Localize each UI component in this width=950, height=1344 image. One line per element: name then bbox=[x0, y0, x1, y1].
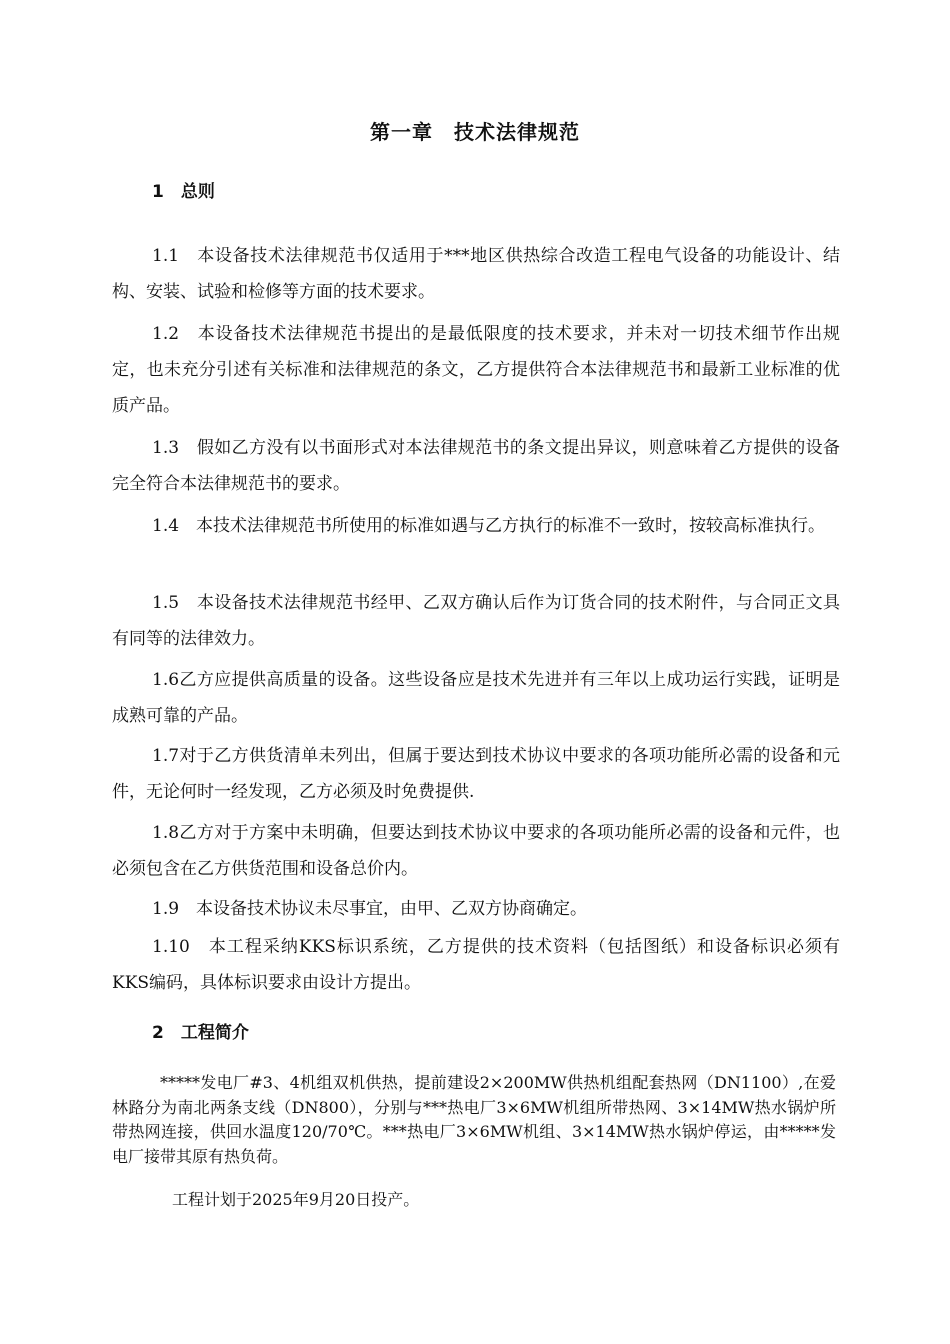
clause-1-4: 1.4 本技术法律规范书所使用的标准如遇与乙方执行的标准不一致时，按较高标准执行。 bbox=[152, 516, 826, 536]
clause-1-7: 1.7对于乙方供货清单未列出，但属于要达到技术协议中要求的各项功能所必需的设备和元件，无论何时一经发现，乙方必须及时免费提供. bbox=[112, 746, 840, 802]
clause-1-3: 1.3 假如乙方没有以书面形式对本法律规范书的条文提出异议，则意味着乙方提供的设备完全符合本法律规范书的要求。 bbox=[112, 438, 840, 494]
clause-1-1: 1.1 本设备技术法律规范书仅适用于***地区供热综合改造工程电气设备的功能设计、结构、安装、试验和检修等方面的技术要求。 bbox=[112, 246, 840, 302]
clause-1-8: 1.8乙方对于方案中未明确，但要达到技术协议中要求的各项功能所必需的设备和元件，也必须包含在乙方供货范围和设备总价内。 bbox=[112, 823, 840, 879]
clause-1-10: 1.10 本工程采纳KKS标识系统，乙方提供的技术资料（包括图纸）和设备标识必须有KKS编码，具体标识要求由设计方提出。 bbox=[112, 937, 840, 993]
clause-1-2: 1.2 本设备技术法律规范书提出的是最低限度的技术要求，并未对一切技术细节作出规定，也未充分引述有关标准和法律规范的条文，乙方提供符合本法律规范书和最新工业标准的优质产品。 bbox=[112, 324, 840, 416]
clause-1-6: 1.6乙方应提供高质量的设备。这些设备应是技术先进并有三年以上成功运行实践，证明是成熟可靠的产品。 bbox=[112, 670, 840, 726]
clause-1-9: 1.9 本设备技术协议未尽事宜，由甲、乙双方协商确定。 bbox=[152, 899, 588, 919]
section-heading-general: 1 总则 bbox=[152, 182, 215, 202]
commissioning-plan-paragraph: 工程计划于2025年9月20日投产。 bbox=[172, 1190, 420, 1209]
clause-1-5: 1.5 本设备技术法律规范书经甲、乙双方确认后作为订货合同的技术附件，与合同正文具有同等的法律效力。 bbox=[112, 593, 840, 649]
section-heading-project-overview: 2 工程简介 bbox=[152, 1023, 249, 1043]
chapter-title: 第一章 技术法律规范 bbox=[370, 120, 580, 144]
project-overview-paragraph: *****发电厂#3、4机组双机供热，提前建设2×200MW供热机组配套热网（DN1100）,在爱林路分为南北两条支线（DN800），分别与***热电厂3×6MW机组所带热网、3×14MW热水锅炉所带热网连接，供回水温度120/70℃。***热电厂3×6MW机组、3×14MW热水锅炉停运，由*****发电厂接带其原有热负荷。 bbox=[112, 1073, 836, 1166]
